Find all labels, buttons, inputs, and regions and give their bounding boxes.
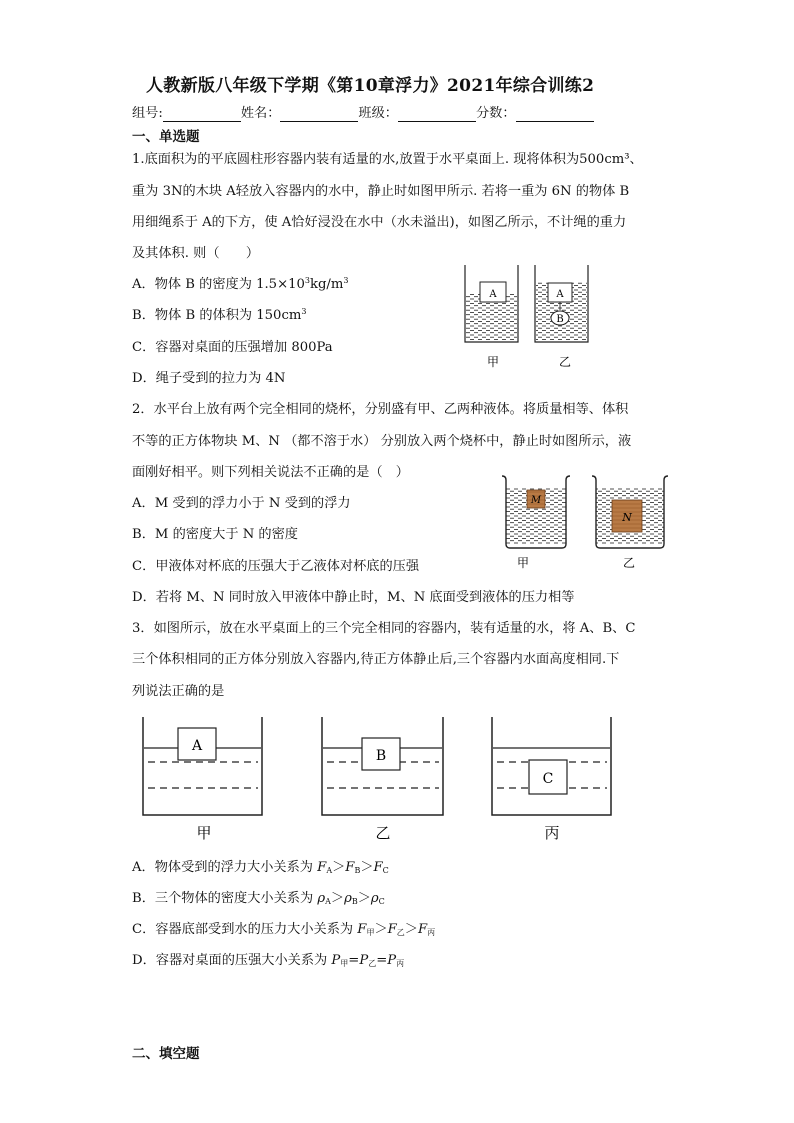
q1-option-a-unit-exp: 3 xyxy=(343,276,349,285)
header-fields xyxy=(132,106,594,122)
q3-option-c-text: C．容器底部受到水的压力大小关系为 xyxy=(132,922,358,937)
q3-option-d-sub1: 甲 xyxy=(340,959,349,968)
q3-option-b-var2: ρ xyxy=(344,891,352,906)
q3-container-bing xyxy=(492,717,611,815)
q2-option-d[interactable]: D．若将 M、N 同时放入甲液体中静止时，M、N 底面受到液体的压力相等 xyxy=(132,590,575,605)
q1-container-jia xyxy=(465,265,518,342)
q2-line-2: 不等的正方体物块 M、N （都不溶于水） 分别放入两个烧杯中，静止时如图所示，液 xyxy=(132,434,632,449)
q3-option-a[interactable] xyxy=(132,860,389,879)
q3-option-a-sub3: C xyxy=(382,866,389,875)
q3-container-jia xyxy=(143,717,262,815)
q3-option-d-var1: P xyxy=(331,953,341,968)
q3-option-c-var3: F xyxy=(417,922,428,937)
q3-option-b-op1: ＞ xyxy=(330,891,345,906)
q1-option-b[interactable] xyxy=(132,308,306,324)
q1-line-3: 用细绳系于 A的下方，使 A恰好浸没在水中（水未溢出)，如图乙所示，不计绳的重力 xyxy=(132,215,627,230)
q1-figure xyxy=(462,262,602,372)
q3-figure xyxy=(138,712,628,848)
q3-line-3: 列说法正确的是 xyxy=(132,684,225,699)
name-blank[interactable] xyxy=(280,108,358,122)
q3-option-d-var2: P xyxy=(359,953,369,968)
q3-line-2: 三个体积相同的正方体分别放入容器内,待正方体静止后,三个容器内水面高度相同.下 xyxy=(132,652,620,667)
q3-option-a-var1: F xyxy=(317,860,327,875)
q1-option-d[interactable]: D．绳子受到的拉力为 4N xyxy=(132,371,286,386)
q1-option-c[interactable]: C．容器对桌面的压强增加 800Pa xyxy=(132,340,333,355)
page-title: 人教新版八年级下学期《第10章浮力》2021年综合训练2 xyxy=(146,76,595,96)
q3-option-b[interactable] xyxy=(132,891,385,910)
q1-option-a-unit: kg/m xyxy=(310,277,344,292)
q1-option-a[interactable] xyxy=(132,277,348,293)
q1-container-yi xyxy=(535,265,588,342)
q2-beaker-yi xyxy=(592,476,668,548)
q2-label-jia: 甲 xyxy=(516,556,530,570)
q3-option-c-var1: F xyxy=(357,922,367,937)
q3-option-b-var1: ρ xyxy=(317,891,326,906)
q1-block-b: B xyxy=(556,314,564,325)
q1-option-b-exp: 3 xyxy=(301,307,307,316)
class-blank[interactable] xyxy=(398,108,476,122)
q3-option-a-text: A．物体受到的浮力大小关系为 xyxy=(132,860,318,875)
group-label: 组号: xyxy=(132,106,163,121)
q3-option-b-sub3: C xyxy=(378,897,385,906)
score-label: 分数： xyxy=(475,106,516,121)
q2-option-a[interactable]: A．M 受到的浮力小于 N 受到的浮力 xyxy=(132,496,351,511)
q2-option-c[interactable]: C．甲液体对杯底的压强大于乙液体对杯底的压强 xyxy=(132,559,420,574)
q1-label-yi: 乙 xyxy=(558,355,572,369)
q2-label-yi: 乙 xyxy=(622,556,636,570)
q3-option-b-text: B．三个物体的密度大小关系为 xyxy=(132,891,318,906)
q3-option-b-sub1: A xyxy=(325,897,331,906)
q3-option-c-sub3: 丙 xyxy=(427,928,436,937)
q2-line-1: 2．水平台上放有两个完全相同的烧杯，分别盛有甲、乙两种液体。将质量相等、体积 xyxy=(132,402,629,417)
q3-option-c[interactable] xyxy=(132,922,435,941)
q3-option-d-sub2: 乙 xyxy=(368,959,377,968)
section-heading-single-choice: 一、单选题 xyxy=(132,129,200,145)
q3-option-d-sub3: 丙 xyxy=(396,959,405,968)
q3-option-a-var2: F xyxy=(345,860,355,875)
q1-option-a-text: A．物体 B 的密度为 1.5×10 xyxy=(132,277,305,292)
q3-option-a-op1: ＞ xyxy=(332,860,346,875)
section-heading-fill-in: 二、填空题 xyxy=(132,1046,200,1062)
q3-option-c-op1: ＞ xyxy=(374,922,388,937)
q3-block-b: B xyxy=(375,748,387,764)
q1-line-4: 及其体积. 则（ ） xyxy=(132,246,260,261)
q3-option-c-sub1: 甲 xyxy=(366,928,375,937)
q3-line-1: 3．如图所示，放在水平桌面上的三个完全相同的容器内，装有适量的水，将 A、B、C xyxy=(132,621,636,636)
q3-option-d[interactable] xyxy=(132,953,404,972)
name-label: 姓名： xyxy=(240,106,281,121)
q2-block-m: M xyxy=(530,495,542,506)
group-blank[interactable] xyxy=(163,108,241,122)
q1-option-b-text: B．物体 B 的体积为 150cm xyxy=(132,308,302,323)
q3-container-yi xyxy=(322,717,443,815)
q3-option-d-var3: P xyxy=(387,953,397,968)
q3-option-a-sub2: B xyxy=(354,866,361,875)
q1-block-a-jia: A xyxy=(489,289,497,300)
q3-label-jia: 甲 xyxy=(196,824,212,842)
q3-block-c: C xyxy=(542,771,554,787)
q2-line-3: 面刚好相平。则下列相关说法不正确的是（ ） xyxy=(132,465,409,480)
q1-block-a-yi: A xyxy=(556,289,564,300)
q3-option-d-op1: = xyxy=(348,953,360,968)
q3-option-c-op2: ＞ xyxy=(404,922,418,937)
q3-option-a-var3: F xyxy=(373,860,383,875)
q3-label-yi: 乙 xyxy=(375,824,391,842)
q3-option-b-sub2: B xyxy=(351,897,358,906)
q3-label-bing: 丙 xyxy=(544,824,560,842)
q3-option-a-op2: ＞ xyxy=(360,860,374,875)
q1-option-a-exp: 3 xyxy=(304,276,310,285)
q2-beaker-jia xyxy=(502,476,570,548)
q3-option-b-var3: ρ xyxy=(370,891,379,906)
q1-line-2: 重为 3N的木块 A轻放入容器内的水中，静止时如图甲所示. 若将一重为 6N 的物体 B xyxy=(132,184,630,199)
q3-block-a: A xyxy=(191,738,203,754)
q2-option-b[interactable]: B．M 的密度大于 N 的密度 xyxy=(132,527,298,542)
q3-option-a-sub1: A xyxy=(326,866,333,875)
q1-label-jia: 甲 xyxy=(486,355,500,369)
q3-option-b-op2: ＞ xyxy=(357,891,371,906)
q3-option-d-op2: = xyxy=(376,953,388,968)
q2-figure xyxy=(498,470,678,575)
class-label: 班级： xyxy=(358,106,398,121)
q1-line-1: 1.底面积为的平底圆柱形容器内装有适量的水,放置于水平桌面上. 现将体积为500cm³、 xyxy=(132,152,643,167)
q3-option-c-var2: F xyxy=(387,922,397,937)
q2-block-n: N xyxy=(622,511,632,524)
q3-option-c-sub2: 乙 xyxy=(396,928,405,937)
q3-option-d-text: D．容器对桌面的压强大小关系为 xyxy=(132,953,332,968)
score-blank[interactable] xyxy=(516,108,594,122)
